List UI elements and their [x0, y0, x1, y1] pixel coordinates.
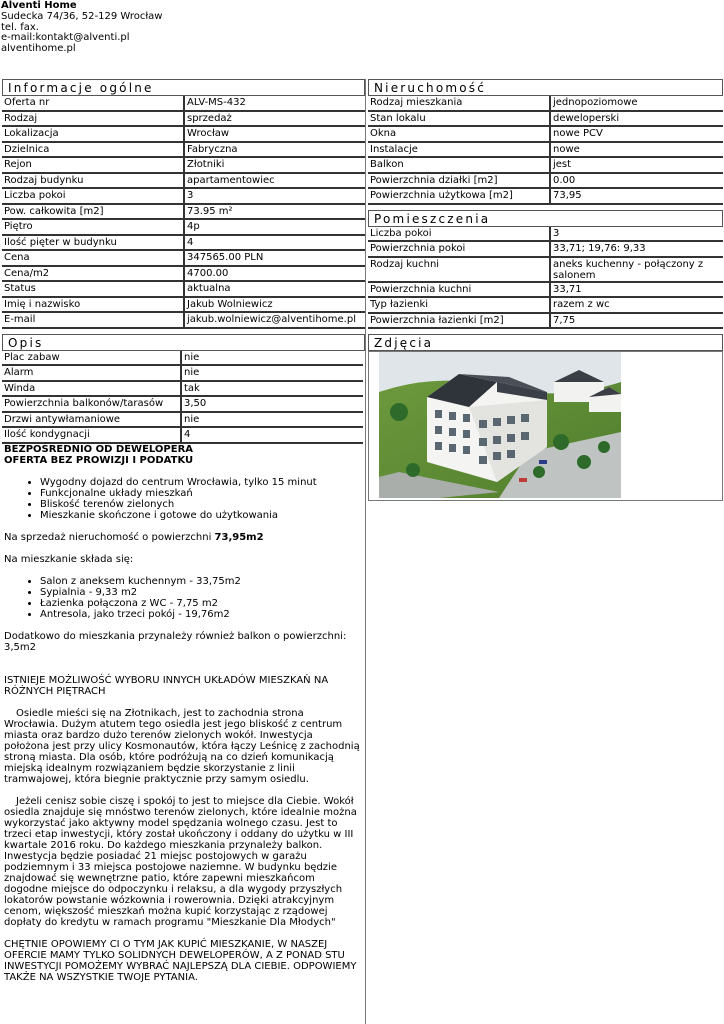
section-rooms-heading: Pomieszczenia — [368, 210, 723, 227]
row-label: Rodzaj — [2, 111, 184, 127]
row-value: jednopoziomowe — [550, 96, 723, 111]
agency-address: Sudecka 74/36, 52-129 Wrocław — [1, 10, 163, 22]
agency-fax: tel. fax. — [1, 21, 39, 33]
row-label: Lokalizacja — [2, 126, 184, 142]
table-row — [2, 219, 365, 235]
row-label: Rodzaj mieszkania — [368, 96, 550, 111]
highlight-item: • Bliskość terenów zielonych — [40, 499, 360, 510]
row-label: Powierzchnia użytkowa [m2] — [368, 188, 550, 204]
row-label: Instalacje — [368, 142, 550, 158]
row-label: Typ łazienki — [368, 297, 550, 313]
table-row — [2, 126, 365, 142]
balcony-text: Dodatkowo do mieszkania przynależy również balkon o powierzchni: 3,5m2 — [4, 630, 347, 653]
sale-prefix: Na sprzedaż nieruchomość o powierzchni — [4, 531, 215, 543]
table-row — [2, 427, 363, 443]
row-label: Cena/m2 — [2, 266, 184, 282]
row-label: Powierzchnia pokoi — [368, 241, 550, 257]
row-value: nie — [181, 351, 363, 366]
table-row — [2, 111, 365, 127]
row-label: Pow. całkowita [m2] — [2, 204, 184, 220]
row-label: Alarm — [2, 365, 181, 381]
agency-name: Alventi Home — [1, 0, 77, 11]
table-row — [368, 257, 723, 282]
rooms-body — [368, 227, 723, 329]
row-value: 73,95 — [550, 188, 723, 204]
row-value: Fabryczna — [184, 142, 365, 158]
row-label: Dzielnica — [2, 142, 184, 158]
table-row — [368, 126, 723, 142]
table-row — [2, 142, 365, 158]
row-value: nie — [181, 365, 363, 381]
composition-item: • Sypialnia - 9,33 m2 — [40, 587, 360, 598]
row-label: Powierzchnia kuchni — [368, 282, 550, 298]
table-row — [368, 111, 723, 127]
row-value: sprzedaż — [184, 111, 365, 127]
row-label: Imię i nazwisko — [2, 297, 184, 313]
row-value: 4700.00 — [184, 266, 365, 282]
layouts-text: ISTNIEJE MOŻLIWOŚĆ WYBORU INNYCH UKŁADÓW MIESZKAŃ NA RÓŻNYCH PIĘTRACH — [4, 674, 329, 697]
table-row — [2, 365, 363, 381]
sale-area-text — [4, 532, 360, 543]
table-row — [2, 173, 365, 189]
agency-email: e-mail:kontakt@alventi.pl — [1, 32, 130, 44]
row-label: Piętro — [2, 219, 184, 235]
row-label: Liczba pokoi — [2, 188, 184, 204]
row-value: apartamentowiec — [184, 173, 365, 189]
table-row — [2, 96, 365, 111]
table-row — [2, 351, 363, 366]
description-headline: BEZPOŚREDNIO OD DEWELOPERA — [4, 443, 194, 455]
row-value: Jakub Wolniewicz — [184, 297, 365, 313]
table-row — [2, 157, 365, 173]
table-row — [368, 241, 723, 257]
row-value: 347565.00 PLN — [184, 250, 365, 266]
row-label: Liczba pokoi — [368, 227, 550, 242]
row-value: 7,75 — [550, 313, 723, 329]
table-row — [368, 96, 723, 111]
row-value: 4 — [184, 235, 365, 251]
row-value: 0.00 — [550, 173, 723, 189]
row-value: 3 — [184, 188, 365, 204]
row-label: Winda — [2, 381, 181, 397]
highlight-item: • Mieszkanie skończone i gotowe do użytkowania — [40, 510, 360, 521]
row-label: Cena — [2, 250, 184, 266]
row-label: Balkon — [368, 157, 550, 173]
table-row — [368, 142, 723, 158]
table-row — [2, 204, 365, 220]
building-photo[interactable] — [379, 352, 621, 498]
amenities-table — [2, 351, 363, 444]
amenities-paragraph: Jeżeli cenisz sobie ciszę i spokój to jest to miejsce dla Ciebie. Wokół osiedla znajduje się mnóstwo terenów zielonych, które idealnie można wykorzystać jako aktywny model spędzania wolnego czasu. Jest to trzeci etap inwestycji, który został ukończony i oddany do użytku w III kwartale 2016 roku. Do każdego mieszkania przynależy balkon. Inwestycja będzie posiadać 21 miejsc postojowych w garażu podziemnym i 33 miejsca postojowe naziemne. W budynku będzie znajdować się wewnętrzne patio, które zapewni mieszkańcom dogodne miejsce do odpoczynku i relaksu, a dla wygody przyszłych lokatorów powstanie wózkownia i rowerownia. Dzięki atrakcyjnym cenom, większość mieszkań można kupić korzystając z rządowej dopłaty do kredytu w ramach programu "Mieszkanie Dla Młodych" — [4, 795, 357, 928]
row-label: Powierzchnia łazienki [m2] — [368, 313, 550, 329]
rooms-table — [368, 227, 723, 330]
composition-intro: Na mieszkanie składa się: — [4, 553, 134, 565]
row-value: 3,50 — [181, 396, 363, 412]
row-label: Drzwi antywłamaniowe — [2, 412, 181, 428]
composition-list — [4, 576, 360, 620]
row-value: 73.95 m² — [184, 204, 365, 220]
row-value: aktualna — [184, 281, 365, 297]
row-label: Oferta nr — [2, 96, 184, 111]
location-paragraph: Osiedle mieści się na Złotnikach, jest to zachodnia strona Wrocławia. Dużym atutem tego osiedla jest jego bliskość z centrum miasta oraz bardzo dużo terenów zielonych wokół. Inwestycja położona jest przy ulicy Kosmonautów, która łączy Leśnicę z zachodnią stroną miasta. Dla osób, które podróżują na co dzień komunikacją miejską idealnym rozwiązaniem będzie skorzystanie z linii tramwajowej, która biegnie praktycznie przy samym osiedlu. — [4, 707, 360, 785]
row-label: Rodzaj budynku — [2, 173, 184, 189]
row-label: Status — [2, 281, 184, 297]
amenities-body — [2, 351, 363, 443]
row-value: nowe — [550, 142, 723, 158]
table-row — [368, 297, 723, 313]
row-value: aneks kuchenny - połączony z salonem — [550, 257, 723, 282]
property-table — [368, 96, 723, 205]
closing-text: CHĘTNIE OPOWIEMY CI O TYM JAK KUPIĆ MIESZKANIE, W NASZEJ OFERCIE MAMY TYLKO SOLIDNYCH DEWELOPERÓW, A Z PONAD STU INWESTYCJI POMOŻEMY WYBRAĆ NAJLEPSZĄ DLA CIEBIE. ODPOWIEMY TAKŻE NA WSZYSTKIE TWOJE PYTANIA. — [4, 938, 357, 983]
row-value: 33,71 — [550, 282, 723, 298]
right-column — [368, 79, 723, 501]
highlight-item: • Funkcjonalne układy mieszkań — [40, 488, 360, 499]
table-row — [368, 157, 723, 173]
agency-website: alventihome.pl — [1, 43, 76, 55]
row-value: jakub.wolniewicz@alventihome.pl — [184, 312, 365, 328]
table-row — [368, 227, 723, 242]
row-value: tak — [181, 381, 363, 397]
property-body — [368, 96, 723, 204]
table-row — [368, 282, 723, 298]
table-row — [2, 396, 363, 412]
composition-item: • Salon z aneksem kuchennym - 33,75m2 — [40, 576, 360, 587]
section-property-heading: Nieruchomość — [368, 79, 723, 96]
highlight-item: • Wygodny dojazd do centrum Wrocławia, tylko 15 minut — [40, 477, 360, 488]
row-value: 4 — [181, 427, 363, 443]
row-value: Złotniki — [184, 157, 365, 173]
row-value: razem z wc — [550, 297, 723, 313]
row-value: 33,71; 19,76: 9,33 — [550, 241, 723, 257]
composition-item: • Łazienka połączona z WC - 7,75 m2 — [40, 598, 360, 609]
highlights-list — [4, 477, 360, 521]
row-label: Rodzaj kuchni — [368, 257, 550, 282]
table-row — [2, 281, 365, 297]
section-description-heading: Opis — [2, 334, 365, 351]
table-row — [2, 297, 365, 313]
row-label: Powierzchnia balkonów/tarasów — [2, 396, 181, 412]
table-row — [2, 312, 365, 328]
row-label: Rejon — [2, 157, 184, 173]
general-info-body — [2, 96, 365, 328]
composition-item: • Antresola, jako trzeci pokój - 19,76m2 — [40, 609, 360, 620]
row-label: Ilość pięter w budynku — [2, 235, 184, 251]
sale-area: 73,95m2 — [214, 531, 264, 543]
table-row — [368, 188, 723, 204]
row-value: ALV-MS-432 — [184, 96, 365, 111]
general-info-table — [2, 96, 365, 329]
table-row — [2, 188, 365, 204]
table-row — [2, 412, 363, 428]
left-column — [2, 79, 366, 1024]
section-photos-heading: Zdjęcia — [368, 334, 723, 351]
description-subheadline: OFERTA BEZ PROWIZJI I PODATKU — [4, 454, 194, 466]
table-row — [2, 381, 363, 397]
row-value: 4p — [184, 219, 365, 235]
table-row — [2, 266, 365, 282]
section-general-heading: Informacje ogólne — [2, 79, 365, 96]
row-value: Wrocław — [184, 126, 365, 142]
row-label: Stan lokalu — [368, 111, 550, 127]
agency-header — [1, 0, 301, 54]
row-label: Okna — [368, 126, 550, 142]
table-row — [368, 173, 723, 189]
description-body — [2, 444, 362, 983]
row-value: 3 — [550, 227, 723, 242]
row-value: nowe PCV — [550, 126, 723, 142]
table-row — [2, 250, 365, 266]
row-label: Ilość kondygnacji — [2, 427, 181, 443]
row-value: nie — [181, 412, 363, 428]
row-label: E-mail — [2, 312, 184, 328]
row-value: deweloperski — [550, 111, 723, 127]
photos-panel — [368, 351, 723, 501]
table-row — [2, 235, 365, 251]
row-value: jest — [550, 157, 723, 173]
row-label: Powierzchnia działki [m2] — [368, 173, 550, 189]
row-label: Plac zabaw — [2, 351, 181, 366]
table-row — [368, 313, 723, 329]
